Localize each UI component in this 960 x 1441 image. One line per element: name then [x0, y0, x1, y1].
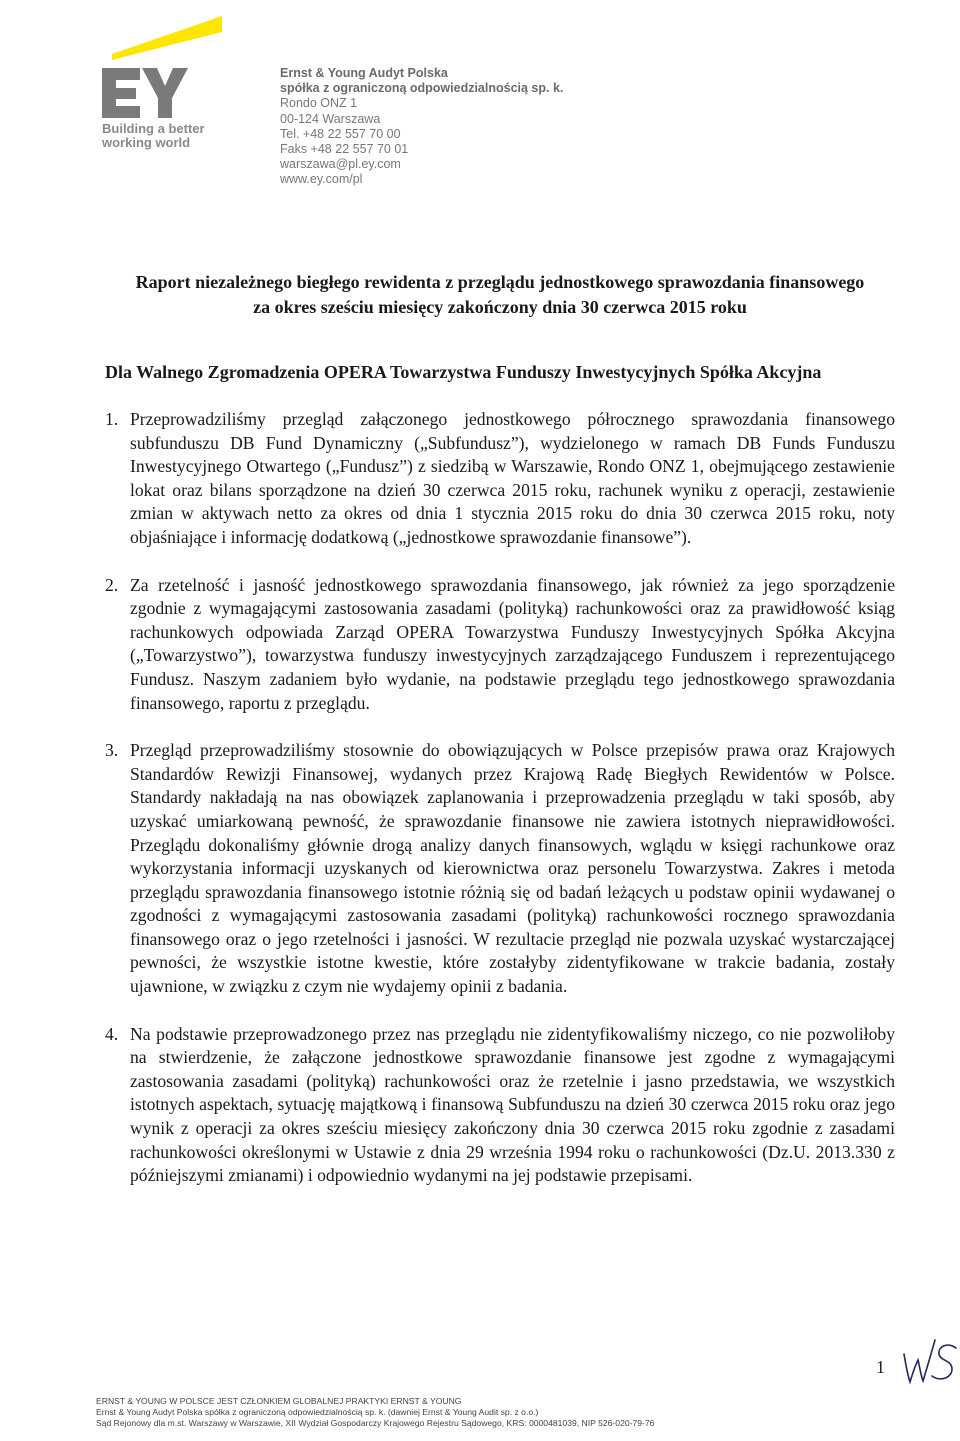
ey-logo: [100, 8, 225, 158]
paragraph-number: 4.: [105, 1023, 119, 1044]
footer-line-1: ERNST & YOUNG W POLSCE JEST CZŁONKIEM GLOBALNEJ PRAKTYKI ERNST & YOUNG: [96, 1396, 462, 1406]
paragraph-1: [105, 408, 895, 550]
company-address-block: [280, 66, 563, 188]
handwritten-initials-signature: [898, 1336, 960, 1386]
signature-stroke-s: [932, 1345, 956, 1379]
paragraph-text: Przeprowadziliśmy przegląd załączonego jednostkowego półrocznego sprawozdania finansowego subfunduszu DB Fund Dynamiczny („Subfundusz”), wydzielonego w ramach DB Funds Funduszu Inwestycyjnego Otwartego („Fundusz”) z siedzibą w Warszawie, Rondo ONZ 1, obejmującego zestawienie lokat oraz bilans sporządzone na dzień 30 czerwca 2015 roku, rachunek wyniku z operacji, zestawienie zmian w aktywach netto za okres od dnia 1 stycznia 2015 roku do dnia 30 czerwca 2015 roku, noty objaśniające i informację dodatkową („jednostkowe sprawozdanie finansowe”).: [130, 409, 895, 547]
paragraph-number: 2.: [105, 574, 119, 595]
company-website: www.ey.com/pl: [280, 172, 363, 187]
company-postcode-city: 00-124 Warszawa: [280, 111, 381, 126]
paragraph-number: 1.: [105, 409, 119, 429]
addressee: Dla Walnego Zgromadzenia OPERA Towarzystwa Funduszy Inwestycyjnych Spółka Akcyjna: [105, 362, 822, 382]
paragraph-3: [105, 739, 895, 999]
report-title: [100, 270, 900, 320]
paragraph-text: Przegląd przeprowadziliśmy stosownie do obowiązujących w Polsce przepisów prawa oraz Krajowych Standardów Rewizji Finansowej, wydanych przez Krajową Radę Biegłych Rewidentów w Polsce. Standardy nakładają na nas obowiązek zaplanowania i przeprowadzenia przeglądu w taki sposób, aby uzyskać umiarkowaną pewność, że sprawozdanie finansowe nie zawiera istotnych nieprawidłowości. Przeglądu dokonaliśmy głównie drogą analizy danych finansowych, wglądu w księgi rachunkowe oraz wykorzystania informacji uzyskanych od kierownictwa oraz personelu Towarzystwa. Zakres i metoda przeglądu sprawozdania finansowego istotnie różnią się od badań leżących u podstaw opinii wydawanej o zgodności z wymagającymi zastosowania zasadami (polityką) rachunkowości rocznego sprawozdania finansowego oraz o jego rzetelności i jasności. W rezultacie przegląd nie pozwala uzyskać wystarczającej pewności, że wszystkie istotne kwestie, które zostałyby zidentyfikowane w trakcie badania, zostały ujawnione, w związku z czym nie wydajemy opinii z badania.: [130, 740, 895, 997]
report-body: [105, 408, 895, 1212]
paragraph-number: 3.: [105, 740, 119, 761]
tagline-line-1: Building a better: [102, 121, 205, 136]
ey-logo-mark: [100, 8, 225, 120]
tagline-line-2: working world: [102, 135, 191, 150]
report-title-line-1: Raport niezależnego biegłego rewidenta z przeglądu jednostkowego sprawozdania finansowego: [135, 272, 865, 292]
company-legal-form: spółka z ograniczoną odpowiedzialnością sp. k.: [280, 81, 564, 96]
ey-logo-letter-e: [102, 68, 140, 118]
company-phone: Tel. +48 22 557 70 00: [280, 126, 401, 141]
company-street: Rondo ONZ 1: [280, 96, 358, 111]
page-number: 1: [876, 1357, 885, 1377]
report-title-line-2: za okres sześciu miesięcy zakończony dnia 30 czerwca 2015 roku: [253, 297, 747, 317]
ey-logo-letter-y: [142, 68, 188, 118]
footer: [96, 1396, 654, 1429]
ey-tagline: [102, 122, 205, 150]
footer-line-3: Sąd Rejonowy dla m.st. Warszawy w Warszawie, XII Wydział Gospodarczy Krajowego Rejestru Sądowego, KRS: 0000481039, NIP 526-020-79-76: [96, 1418, 655, 1428]
ey-logo-beam: [112, 16, 222, 60]
footer-line-2: Ernst & Young Audyt Polska spółka z ograniczoną odpowiedzialnością sp. k. (dawniej Ernst & Young Audit sp. z o.o.): [96, 1407, 539, 1417]
paragraph-2: [105, 574, 895, 716]
paragraph-text: Za rzetelność i jasność jednostkowego sprawozdania finansowego, jak również za jego sporządzenie zgodnie z wymagającymi zastosowania zasadami (polityką) rachunkowości oraz za prawidłowość ksiąg rachunkowych odpowiada Zarząd OPERA Towarzystwa Funduszy Inwestycyjnych Spółka Akcyjna („Towarzystwo”), towarzystwa funduszy inwestycyjnych zarządzającego Funduszem i reprezentującego Fundusz. Naszym zadaniem było wydanie, na podstawie przeglądu tego jednostkowego sprawozdania finansowego, raportu z przeglądu.: [130, 574, 895, 713]
paragraph-text: Na podstawie przeprowadzonego przez nas przeglądu nie zidentyfikowaliśmy niczego, co nie pozwoliłoby na stwierdzenie, że załączone jednostkowe sprawozdanie finansowe jest zgodne z wymagającymi zastosowania zasadami (polityką) rachunkowości oraz że rzetelnie i jasno przedstawia, we wszystkich istotnych aspektach, sytuację majątkową i finansową Subfunduszu na dzień 30 czerwca 2015 roku oraz jego wynik z operacji za okres sześciu miesięcy zakończony dnia 30 czerwca 2015 roku zgodnie z zasadami rachunkowości określonymi w Ustawie z dnia 29 września 1994 roku o rachunkowości (Dz.U. 2013.330 z późniejszymi zmianami) i odpowiednio wydanymi na jej podstawie przepisami.: [130, 1023, 895, 1186]
company-email: warszawa@pl.ey.com: [280, 157, 401, 172]
signature-stroke-w: [904, 1340, 935, 1382]
paragraph-4: [105, 1023, 895, 1188]
company-name: Ernst & Young Audyt Polska: [280, 66, 448, 80]
company-fax: Faks +48 22 557 70 01: [280, 142, 409, 157]
